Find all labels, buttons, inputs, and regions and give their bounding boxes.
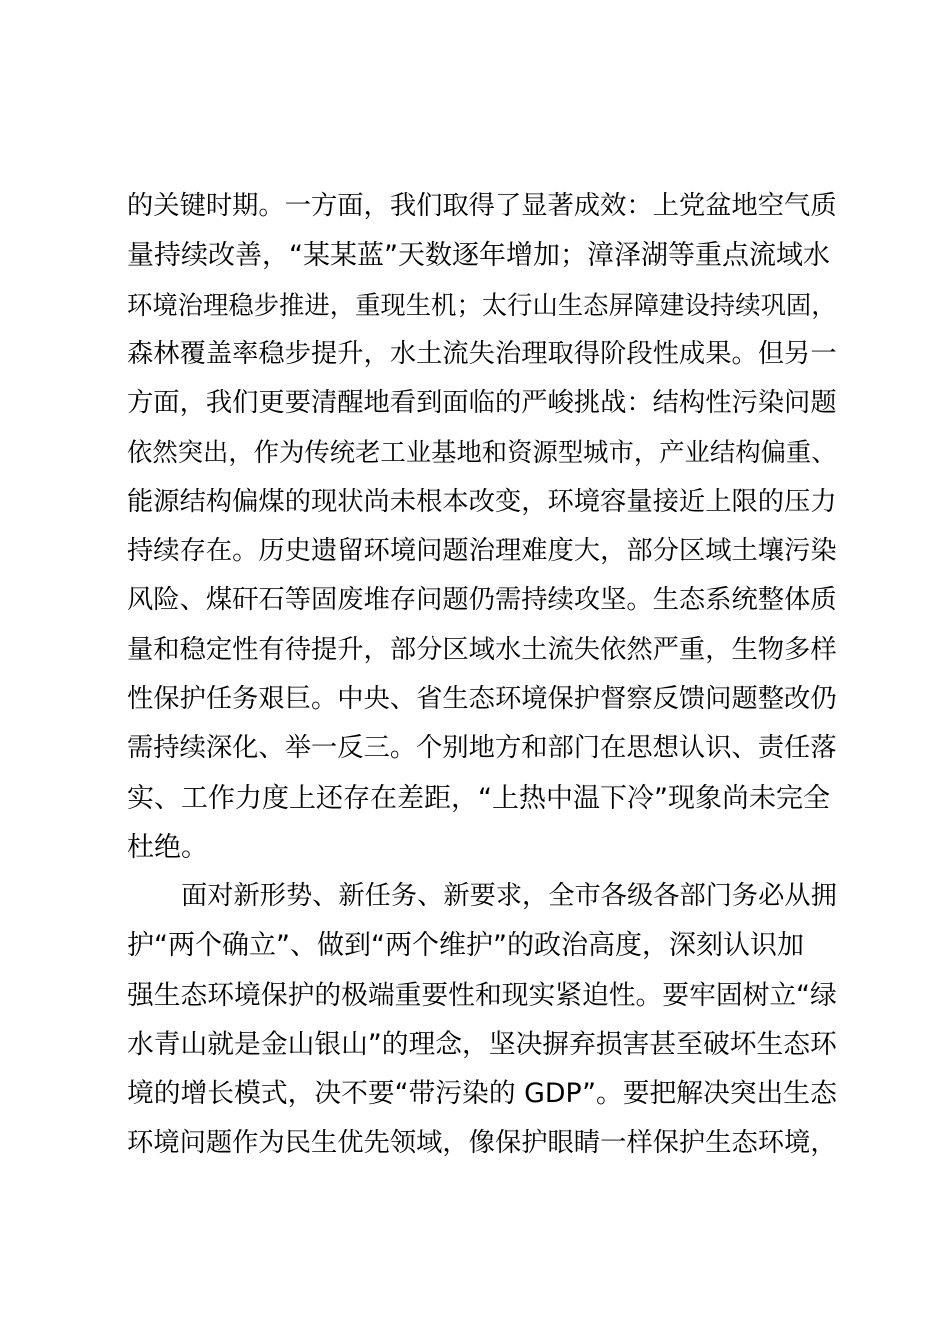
text-line: 护“两个确立”、做到“两个维护”的政治高度，深刻认识加 — [127, 930, 804, 962]
text-line: 杜绝。 — [127, 831, 208, 863]
paragraph-first-line: 面对新形势、新任务、新要求，全市各级各部门务必从拥 — [181, 881, 837, 912]
text-line: 持续存在。历史遗留环境问题治理难度大，部分区域土壤污染 — [127, 536, 837, 567]
text-line: 依然突出，作为传统老工业基地和资源型城市，产业结构偏重、 — [127, 437, 837, 468]
text-line: 性保护任务艰巨。中央、省生态环境保护督察反馈问题整改仍 — [127, 683, 837, 714]
text-line: 环境治理稳步推进，重现生机；太行山生态屏障建设持续巩固， — [127, 289, 837, 320]
text-line: 方面，我们更要清醒地看到面临的严峻挑战：结构性污染问题 — [127, 388, 837, 419]
text-line: 能源结构偏煤的现状尚未根本改变，环境容量接近上限的压力 — [127, 486, 837, 517]
text-line: 水青山就是金山银山”的理念，坚决摒弃损害甚至破坏生态环 — [127, 1029, 837, 1061]
body-text — [127, 182, 837, 1168]
text-line: 量持续改善，“某某蓝”天数逐年增加；漳泽湖等重点流域水 — [127, 240, 830, 272]
text-line: 量和稳定性有待提升，部分区域水土流失依然严重，生物多样 — [127, 634, 837, 665]
text-line: 环境问题作为民生优先领域，像保护眼睛一样保护生态环境， — [127, 1127, 837, 1158]
text-line: 境的增长模式，决不要“带污染的 GDP”。要把解决突出生态 — [127, 1078, 837, 1110]
text-line: 需持续深化、举一反三。个别地方和部门在思想认识、责任落 — [127, 733, 837, 764]
text-line: 强生态环境保护的极端重要性和现实紧迫性。要牢固树立“绿 — [127, 979, 837, 1011]
text-line: 风险、煤矸石等固废堆存问题仍需持续攻坚。生态系统整体质 — [127, 585, 837, 616]
text-line: 森林覆盖率稳步提升，水土流失治理取得阶段性成果。但另一 — [127, 338, 837, 369]
text-line: 的关键时期。一方面，我们取得了显著成效：上党盆地空气质 — [127, 191, 837, 221]
text-line: 实、工作力度上还存在差距，“上热中温下冷”现象尚未完全 — [127, 782, 830, 814]
